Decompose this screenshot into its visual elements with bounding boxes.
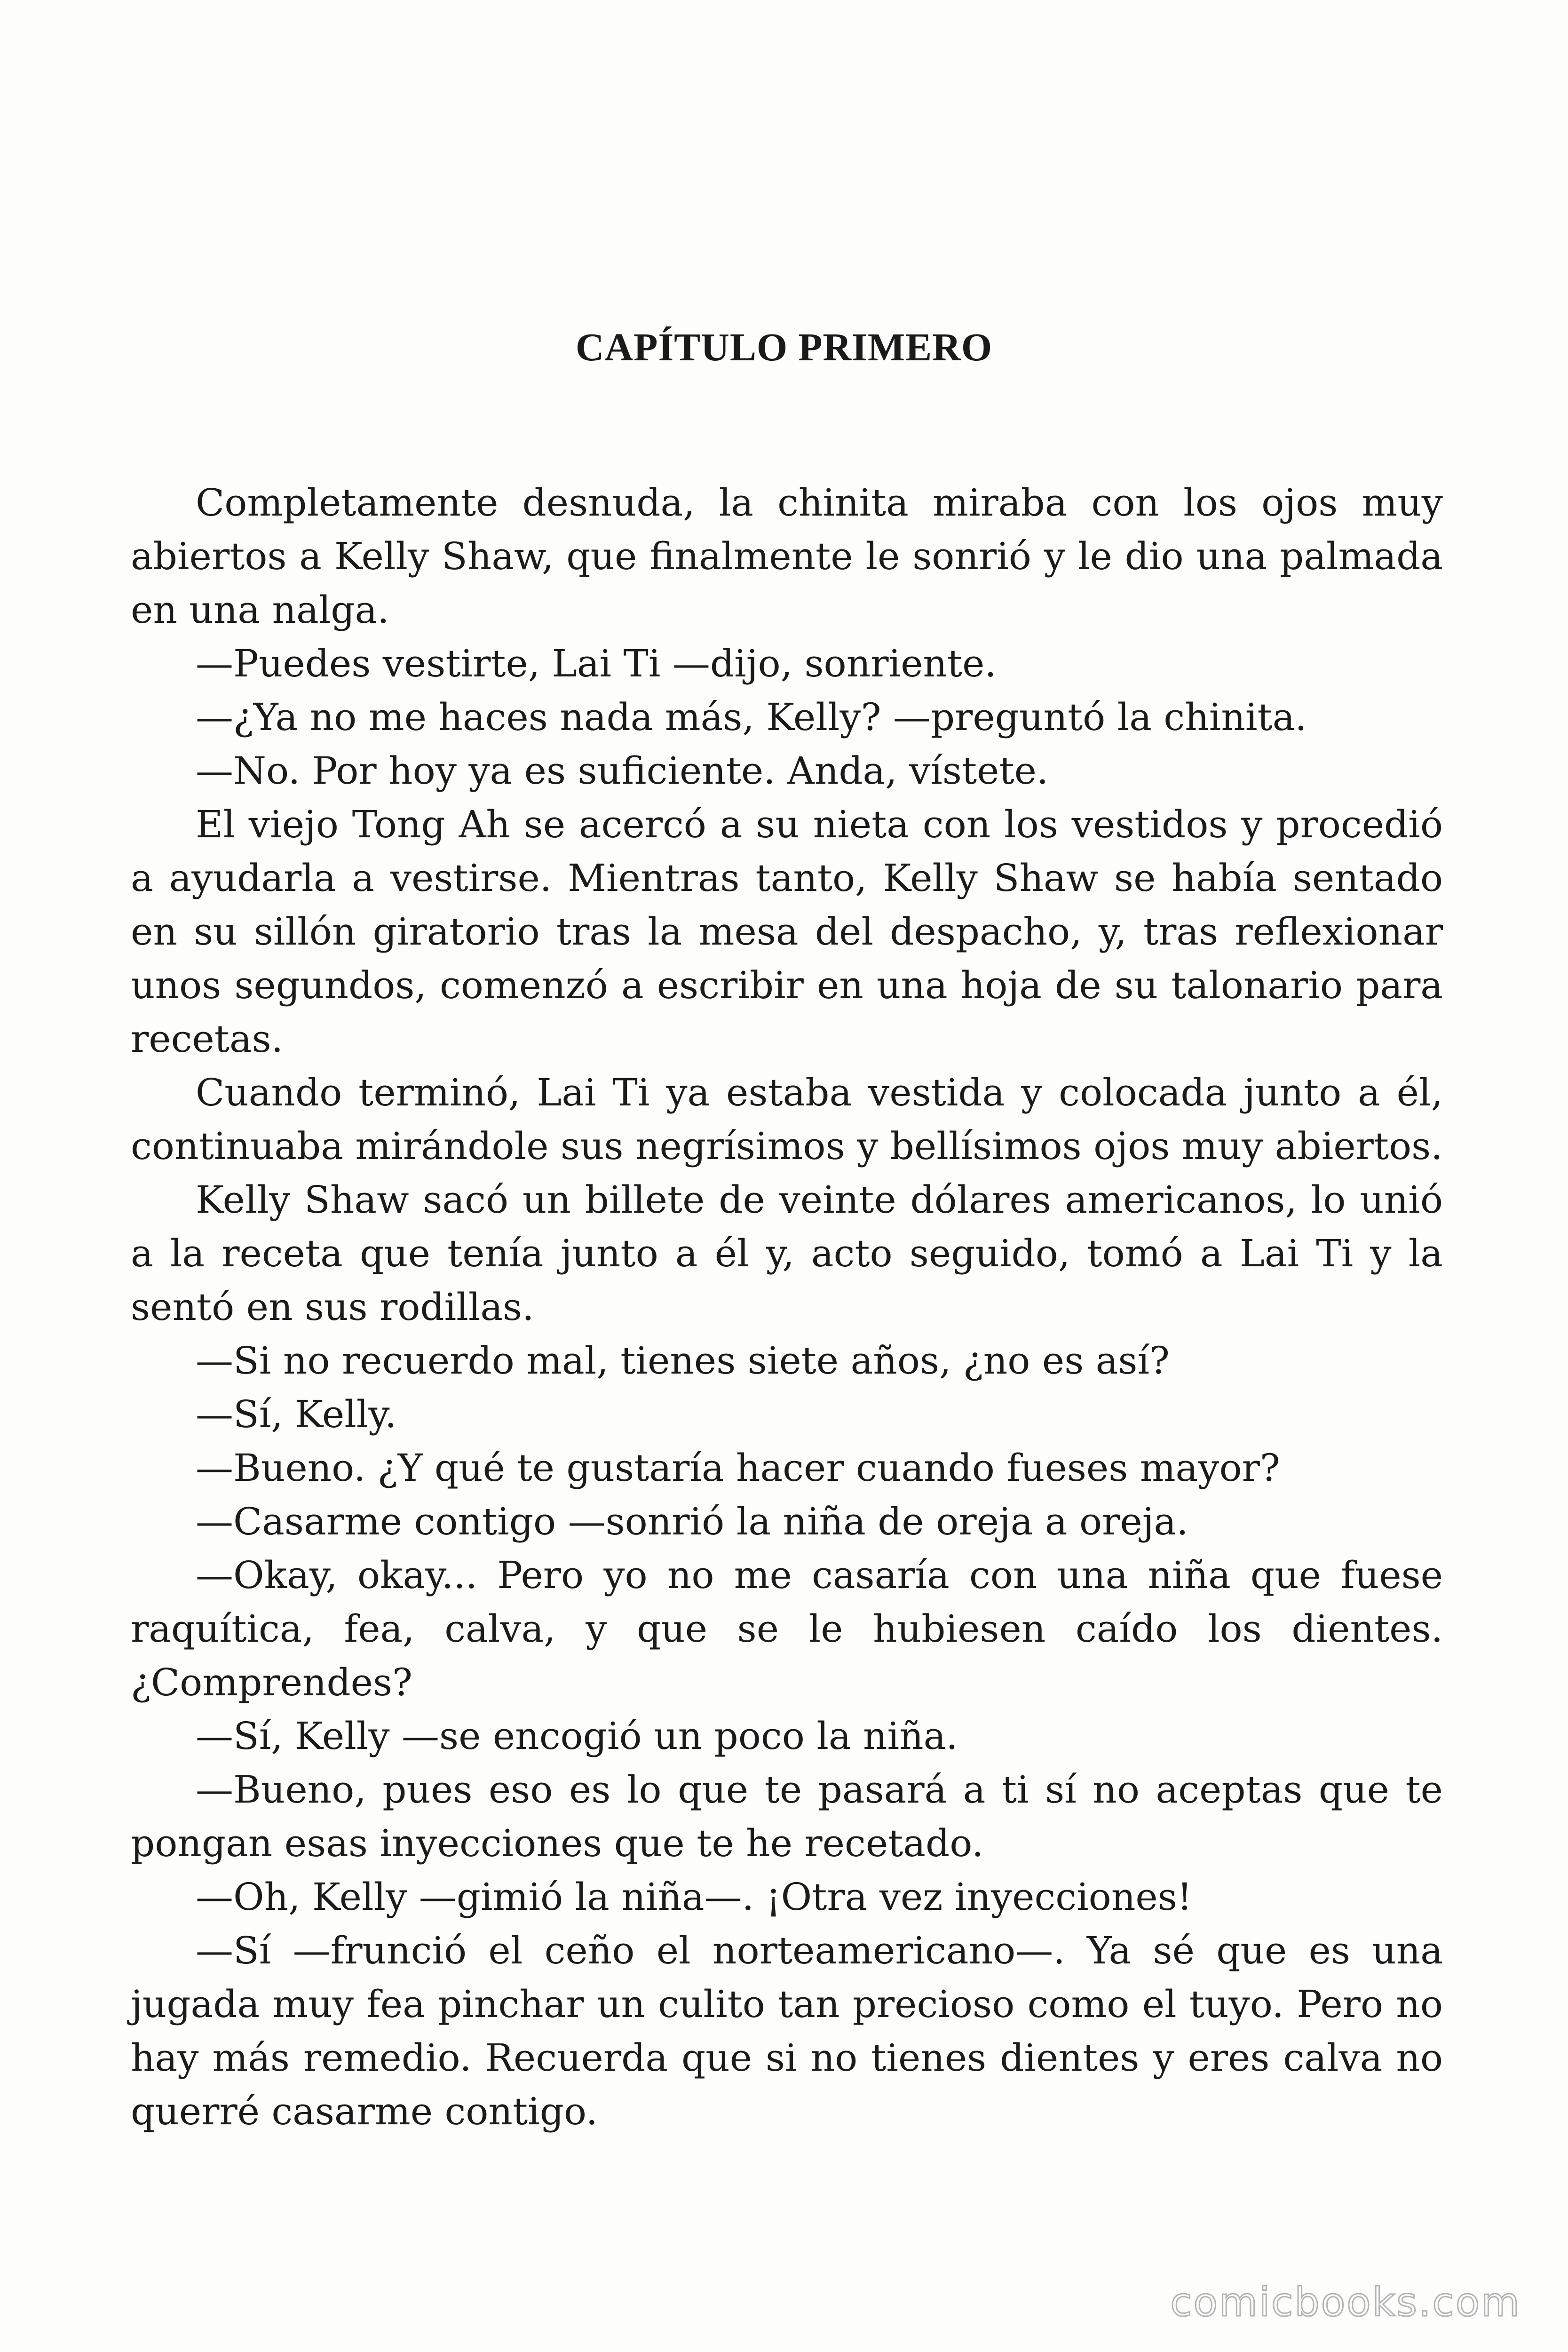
paragraph: —¿Ya no me haces nada más, Kelly? —preguntó la chinita. bbox=[196, 695, 1307, 739]
paragraph: —Sí, Kelly. bbox=[196, 1392, 397, 1436]
paragraph: Kelly Shaw sacó un billete de veinte dólares americanos, lo unió a la receta que tenía junto a él y, acto seguido, tomó a Lai Ti y la sentó en sus rodillas. bbox=[131, 1178, 1443, 1329]
chapter-title: CAPÍTULO PRIMERO bbox=[575, 326, 993, 369]
paragraph: —Sí, Kelly —se encogió un poco la niña. bbox=[196, 1714, 958, 1758]
paragraph: —Puedes vestirte, Lai Ti —dijo, sonriente. bbox=[196, 642, 997, 685]
paragraph: —Okay, okay... Pero yo no me casaría con una niña que fuese raquítica, fea, calva, y que se le hubiesen caído los dientes. ¿Comprendes? bbox=[131, 1553, 1443, 1704]
paragraph: El viejo Tong Ah se acercó a su nieta con los vestidos y procedió a ayudarla a vestirse. Mientras tanto, Kelly Shaw se había sentado en su sillón giratorio tras la mesa del despacho, y, tras reflexionar unos segundos, comenzó a escribir en una hoja de su talonario para recetas. bbox=[131, 803, 1443, 1061]
watermark: comicbooks.com bbox=[1170, 2279, 1521, 2325]
paragraph: —No. Por hoy ya es suficiente. Anda, vístete. bbox=[196, 749, 1049, 793]
paragraph: —Bueno, pues eso es lo que te pasará a ti sí no aceptas que te pongan esas inyecciones que te he recetado. bbox=[131, 1768, 1443, 1865]
chapter-body bbox=[131, 476, 1443, 2138]
paragraph: —Casarme contigo —sonrió la niña de oreja a oreja. bbox=[196, 1500, 1188, 1543]
paragraph: —Oh, Kelly —gimió la niña—. ¡Otra vez inyecciones! bbox=[196, 1875, 1192, 1919]
paragraph: —Si no recuerdo mal, tienes siete años, ¿no es así? bbox=[196, 1339, 1170, 1383]
paragraph: Completamente desnuda, la chinita miraba con los ojos muy abiertos a Kelly Shaw, que finalmente le sonrió y le dio una palmada en una nalga. bbox=[131, 481, 1443, 632]
paragraph: —Sí —frunció el ceño el norteamericano—. Ya sé que es una jugada muy fea pinchar un culito tan precioso como el tuyo. Pero no hay más remedio. Recuerda que si no tienes dientes y eres calva no querré casarme contigo. bbox=[131, 1929, 1443, 2133]
paragraph: —Bueno. ¿Y qué te gustaría hacer cuando fueses mayor? bbox=[196, 1446, 1280, 1490]
paragraph: Cuando terminó, Lai Ti ya estaba vestida y colocada junto a él, continuaba mirándole sus negrísimos y bellísimos ojos muy abiertos. bbox=[131, 1071, 1443, 1168]
